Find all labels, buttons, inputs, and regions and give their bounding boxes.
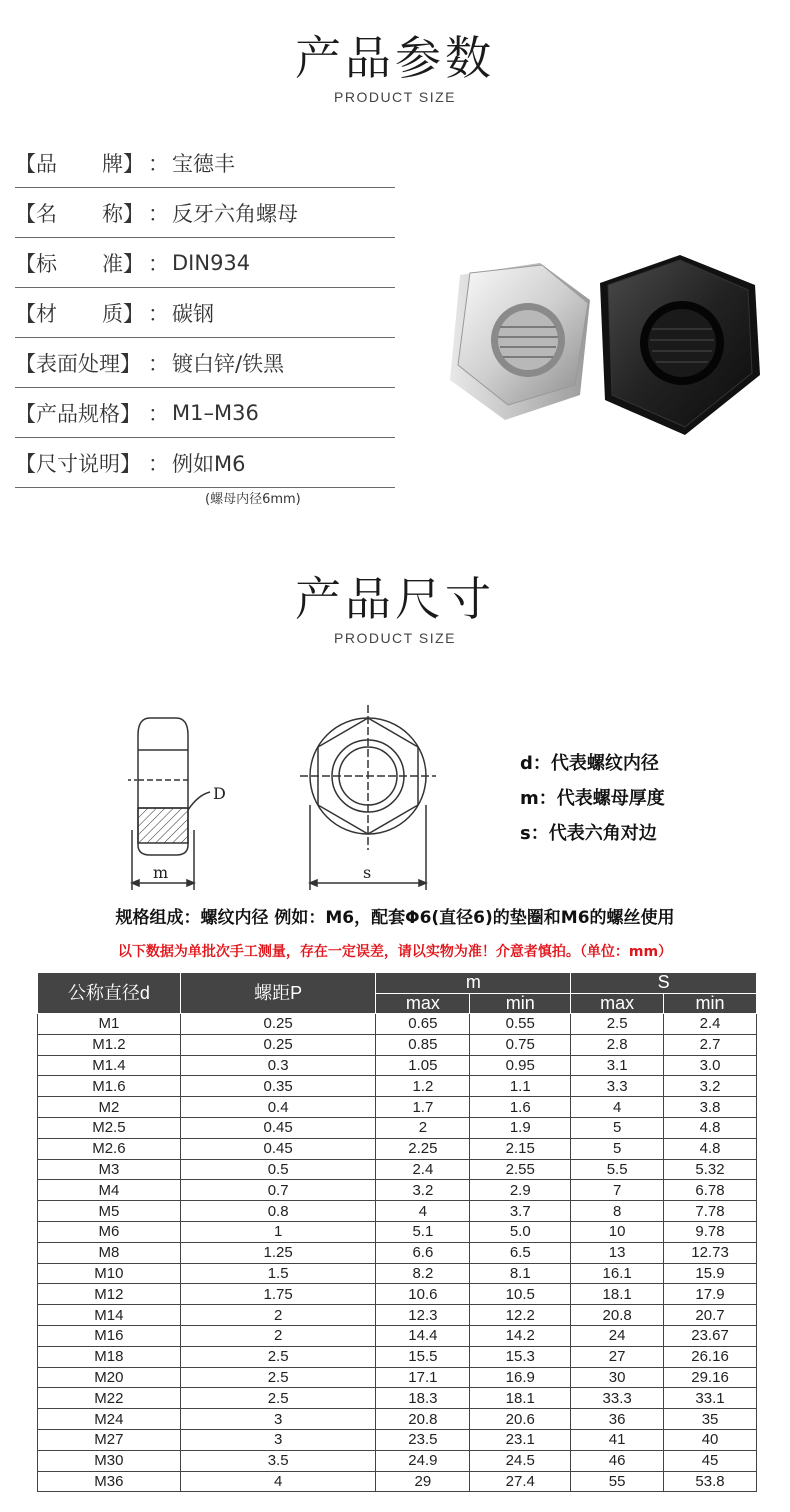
- table-cell: M10: [38, 1263, 181, 1284]
- table-cell: 24.9: [376, 1450, 470, 1471]
- table-row: [38, 1263, 757, 1284]
- header-m-min: min: [470, 993, 571, 1014]
- table-cell: 5.5: [571, 1159, 664, 1180]
- table-cell: 0.75: [470, 1034, 571, 1055]
- param-separator: ：: [148, 351, 169, 376]
- legend-m: m：代表螺母厚度: [520, 788, 665, 809]
- header-m: m: [376, 973, 571, 994]
- table-cell: 2.25: [376, 1138, 470, 1159]
- table-cell: 23.67: [664, 1325, 757, 1346]
- param-label-start: 【标: [15, 251, 57, 276]
- param-separator: ：: [148, 301, 169, 326]
- table-cell: M1.6: [38, 1076, 181, 1097]
- param-value: DIN934: [172, 250, 251, 275]
- table-cell: 20.8: [571, 1305, 664, 1326]
- table-cell: 23.1: [470, 1429, 571, 1450]
- table-cell: 15.3: [470, 1346, 571, 1367]
- table-cell: M36: [38, 1471, 181, 1492]
- param-row: [15, 338, 395, 388]
- table-cell: M27: [38, 1429, 181, 1450]
- table-cell: 0.45: [180, 1117, 376, 1138]
- table-cell: M20: [38, 1367, 181, 1388]
- silver-nut-icon: [450, 263, 590, 420]
- table-cell: 15.9: [664, 1263, 757, 1284]
- header-m-max: max: [376, 993, 470, 1014]
- table-cell: 7.78: [664, 1201, 757, 1222]
- label-d: D: [213, 784, 226, 803]
- param-label-start: 【尺寸说明】: [15, 451, 141, 476]
- table-cell: M6: [38, 1221, 181, 1242]
- table-cell: 5: [571, 1117, 664, 1138]
- table-cell: M14: [38, 1305, 181, 1326]
- table-cell: 0.4: [180, 1097, 376, 1118]
- table-cell: 8.2: [376, 1263, 470, 1284]
- table-cell: 2.4: [664, 1014, 757, 1035]
- table-cell: 20.6: [470, 1409, 571, 1430]
- table-cell: 29: [376, 1471, 470, 1492]
- table-cell: 0.3: [180, 1055, 376, 1076]
- table-cell: 0.8: [180, 1201, 376, 1222]
- table-row: [38, 1201, 757, 1222]
- param-label-end: 质】: [102, 301, 144, 326]
- param-label-start: 【材: [15, 301, 57, 326]
- param-row: [15, 438, 395, 488]
- header-s-min: min: [664, 993, 757, 1014]
- param-row: [15, 288, 395, 338]
- table-cell: 18.3: [376, 1388, 470, 1409]
- table-cell: 2.7: [664, 1034, 757, 1055]
- table-cell: 20.7: [664, 1305, 757, 1326]
- param-label: [15, 448, 148, 478]
- table-cell: 1.9: [470, 1117, 571, 1138]
- section-title-params: 产品参数: [295, 31, 495, 85]
- table-cell: 0.45: [180, 1138, 376, 1159]
- table-cell: 5.1: [376, 1221, 470, 1242]
- param-separator: ：: [148, 251, 169, 276]
- param-label-start: 【名: [15, 201, 57, 226]
- table-cell: 3.7: [470, 1201, 571, 1222]
- table-cell: M4: [38, 1180, 181, 1201]
- table-cell: 2.55: [470, 1159, 571, 1180]
- table-cell: 53.8: [664, 1471, 757, 1492]
- table-cell: 45: [664, 1450, 757, 1471]
- table-cell: 2: [376, 1117, 470, 1138]
- table-cell: 30: [571, 1367, 664, 1388]
- table-cell: 6.78: [664, 1180, 757, 1201]
- table-cell: 7: [571, 1180, 664, 1201]
- param-label: [15, 298, 148, 328]
- table-cell: 29.16: [664, 1367, 757, 1388]
- table-row: [38, 1076, 757, 1097]
- table-cell: M2.6: [38, 1138, 181, 1159]
- nut-side-view: [128, 718, 210, 890]
- table-cell: M12: [38, 1284, 181, 1305]
- table-cell: 1.6: [470, 1097, 571, 1118]
- table-cell: 27: [571, 1346, 664, 1367]
- param-value: 镀白锌/铁黑: [172, 351, 285, 376]
- table-cell: 1: [180, 1221, 376, 1242]
- table-cell: 3: [180, 1429, 376, 1450]
- table-cell: M2.5: [38, 1117, 181, 1138]
- table-cell: 8.1: [470, 1263, 571, 1284]
- table-cell: 2: [180, 1325, 376, 1346]
- measurement-warning: 以下数据为单批次手工测量，存在一定误差，请以实物为准！介意者慎拍。（单位：mm）: [117, 944, 673, 960]
- param-row: [15, 138, 395, 188]
- table-row: [38, 1221, 757, 1242]
- table-cell: 4: [180, 1471, 376, 1492]
- table-cell: 46: [571, 1450, 664, 1471]
- table-cell: 14.4: [376, 1325, 470, 1346]
- table-row: [38, 1409, 757, 1430]
- table-cell: M8: [38, 1242, 181, 1263]
- table-cell: 55: [571, 1471, 664, 1492]
- param-row: [15, 238, 395, 288]
- table-cell: 2.15: [470, 1138, 571, 1159]
- table-cell: 12.3: [376, 1305, 470, 1326]
- table-cell: 1.75: [180, 1284, 376, 1305]
- table-cell: 10.5: [470, 1284, 571, 1305]
- table-cell: 20.8: [376, 1409, 470, 1430]
- dimension-legend: [520, 750, 665, 855]
- section-title-size: 产品尺寸: [295, 572, 495, 626]
- header-s: S: [571, 973, 757, 994]
- table-cell: 4.8: [664, 1117, 757, 1138]
- table-cell: 1.5: [180, 1263, 376, 1284]
- table-cell: 1.7: [376, 1097, 470, 1118]
- table-cell: 3: [180, 1409, 376, 1430]
- param-list: [15, 138, 395, 488]
- table-cell: 3.3: [571, 1076, 664, 1097]
- table-row: [38, 1284, 757, 1305]
- table-cell: 1.2: [376, 1076, 470, 1097]
- table-cell: 1.25: [180, 1242, 376, 1263]
- dimension-table: [37, 972, 757, 1492]
- table-cell: 12.2: [470, 1305, 571, 1326]
- param-label: [15, 398, 148, 428]
- table-cell: 40: [664, 1429, 757, 1450]
- table-cell: 3.2: [664, 1076, 757, 1097]
- table-cell: M16: [38, 1325, 181, 1346]
- table-cell: 4: [376, 1201, 470, 1222]
- param-label: [15, 148, 148, 178]
- table-cell: 27.4: [470, 1471, 571, 1492]
- table-cell: 36: [571, 1409, 664, 1430]
- table-cell: M24: [38, 1409, 181, 1430]
- table-cell: 0.7: [180, 1180, 376, 1201]
- table-row: [38, 1034, 757, 1055]
- table-cell: 0.65: [376, 1014, 470, 1035]
- table-row: [38, 1117, 757, 1138]
- table-cell: M1: [38, 1014, 181, 1035]
- table-cell: M2: [38, 1097, 181, 1118]
- table-row: [38, 1180, 757, 1201]
- table-row: [38, 1325, 757, 1346]
- param-label: [15, 198, 148, 228]
- param-value: 宝德丰: [172, 151, 235, 176]
- table-cell: 16.9: [470, 1367, 571, 1388]
- table-cell: 18.1: [571, 1284, 664, 1305]
- table-row: [38, 1055, 757, 1076]
- table-row: [38, 1138, 757, 1159]
- legend-d: d：代表螺纹内径: [520, 753, 659, 774]
- table-cell: 17.9: [664, 1284, 757, 1305]
- table-cell: 2.5: [180, 1346, 376, 1367]
- table-cell: 2.4: [376, 1159, 470, 1180]
- param-note: (螺母内径6mm): [205, 492, 301, 507]
- table-row: [38, 1388, 757, 1409]
- param-row: [15, 388, 395, 438]
- table-cell: 23.5: [376, 1429, 470, 1450]
- table-cell: 2.9: [470, 1180, 571, 1201]
- table-cell: M1.2: [38, 1034, 181, 1055]
- param-separator: ：: [148, 401, 169, 426]
- param-separator: ：: [148, 151, 169, 176]
- table-row: [38, 1014, 757, 1035]
- table-cell: 14.2: [470, 1325, 571, 1346]
- table-cell: 2.8: [571, 1034, 664, 1055]
- table-cell: 1.1: [470, 1076, 571, 1097]
- header-nominal-diameter: 公称直径d: [38, 973, 181, 1014]
- param-label-end: 牌】: [102, 151, 144, 176]
- table-cell: 24: [571, 1325, 664, 1346]
- table-cell: 3.8: [664, 1097, 757, 1118]
- table-cell: 3.5: [180, 1450, 376, 1471]
- black-nut-icon: [600, 255, 760, 435]
- legend-s: s：代表六角对边: [520, 823, 657, 844]
- table-row: [38, 1242, 757, 1263]
- table-cell: 2: [180, 1305, 376, 1326]
- table-cell: 6.5: [470, 1242, 571, 1263]
- table-cell: 5.0: [470, 1221, 571, 1242]
- table-body: [38, 1014, 757, 1492]
- table-cell: 2.5: [180, 1367, 376, 1388]
- table-cell: 10.6: [376, 1284, 470, 1305]
- table-cell: 3.1: [571, 1055, 664, 1076]
- label-s: s: [363, 863, 372, 882]
- table-row: [38, 1450, 757, 1471]
- table-cell: 12.73: [664, 1242, 757, 1263]
- table-cell: M3: [38, 1159, 181, 1180]
- section-subtitle-params: PRODUCT SIZE: [334, 89, 456, 105]
- table-cell: 13: [571, 1242, 664, 1263]
- table-cell: M18: [38, 1346, 181, 1367]
- nut-technical-drawing: [120, 700, 450, 895]
- param-value: 例如M6: [172, 451, 246, 476]
- table-cell: 2.5: [571, 1014, 664, 1035]
- table-cell: 6.6: [376, 1242, 470, 1263]
- table-cell: 3.0: [664, 1055, 757, 1076]
- param-label-start: 【产品规格】: [15, 401, 141, 426]
- table-row: [38, 1305, 757, 1326]
- table-cell: 3.2: [376, 1180, 470, 1201]
- param-value: 反牙六角螺母: [172, 201, 298, 226]
- param-separator: ：: [148, 201, 169, 226]
- header-pitch: 螺距P: [180, 973, 376, 1014]
- table-cell: 10: [571, 1221, 664, 1242]
- table-cell: 0.25: [180, 1034, 376, 1055]
- table-row: [38, 1097, 757, 1118]
- table-cell: 2.5: [180, 1388, 376, 1409]
- table-cell: 18.1: [470, 1388, 571, 1409]
- table-cell: M22: [38, 1388, 181, 1409]
- table-row: [38, 1471, 757, 1492]
- table-cell: 0.85: [376, 1034, 470, 1055]
- table-row: [38, 1159, 757, 1180]
- table-cell: 4.8: [664, 1138, 757, 1159]
- table-cell: M30: [38, 1450, 181, 1471]
- param-row: [15, 188, 395, 238]
- section-subtitle-size: PRODUCT SIZE: [334, 630, 456, 646]
- header-s-max: max: [571, 993, 664, 1014]
- table-cell: M5: [38, 1201, 181, 1222]
- table-cell: 0.25: [180, 1014, 376, 1035]
- param-value: M1–M36: [172, 400, 259, 425]
- table-cell: 35: [664, 1409, 757, 1430]
- table-cell: M1.4: [38, 1055, 181, 1076]
- table-cell: 33.1: [664, 1388, 757, 1409]
- param-separator: ：: [148, 451, 169, 476]
- table-cell: 0.5: [180, 1159, 376, 1180]
- table-cell: 9.78: [664, 1221, 757, 1242]
- table-cell: 15.5: [376, 1346, 470, 1367]
- table-cell: 0.35: [180, 1076, 376, 1097]
- table-cell: 26.16: [664, 1346, 757, 1367]
- table-cell: 16.1: [571, 1263, 664, 1284]
- label-m: m: [153, 863, 169, 882]
- table-cell: 1.05: [376, 1055, 470, 1076]
- table-cell: 0.55: [470, 1014, 571, 1035]
- param-label-end: 称】: [102, 201, 144, 226]
- param-label-start: 【品: [15, 151, 57, 176]
- table-cell: 0.95: [470, 1055, 571, 1076]
- param-label: [15, 348, 148, 378]
- table-cell: 17.1: [376, 1367, 470, 1388]
- table-row: [38, 1429, 757, 1450]
- param-label-end: 准】: [102, 251, 144, 276]
- param-label-start: 【表面处理】: [15, 351, 141, 376]
- spec-description: 规格组成：螺纹内径 例如：M6，配套Φ6(直径6)的垫圈和M6的螺丝使用: [115, 908, 675, 928]
- nut-product-photo: [430, 245, 780, 445]
- table-cell: 5.32: [664, 1159, 757, 1180]
- param-label: [15, 248, 148, 278]
- table-row: [38, 1367, 757, 1388]
- table-cell: 41: [571, 1429, 664, 1450]
- table-cell: 24.5: [470, 1450, 571, 1471]
- table-cell: 8: [571, 1201, 664, 1222]
- table-cell: 4: [571, 1097, 664, 1118]
- table-cell: 5: [571, 1138, 664, 1159]
- table-row: [38, 1346, 757, 1367]
- param-value: 碳钢: [172, 301, 214, 326]
- table-cell: 33.3: [571, 1388, 664, 1409]
